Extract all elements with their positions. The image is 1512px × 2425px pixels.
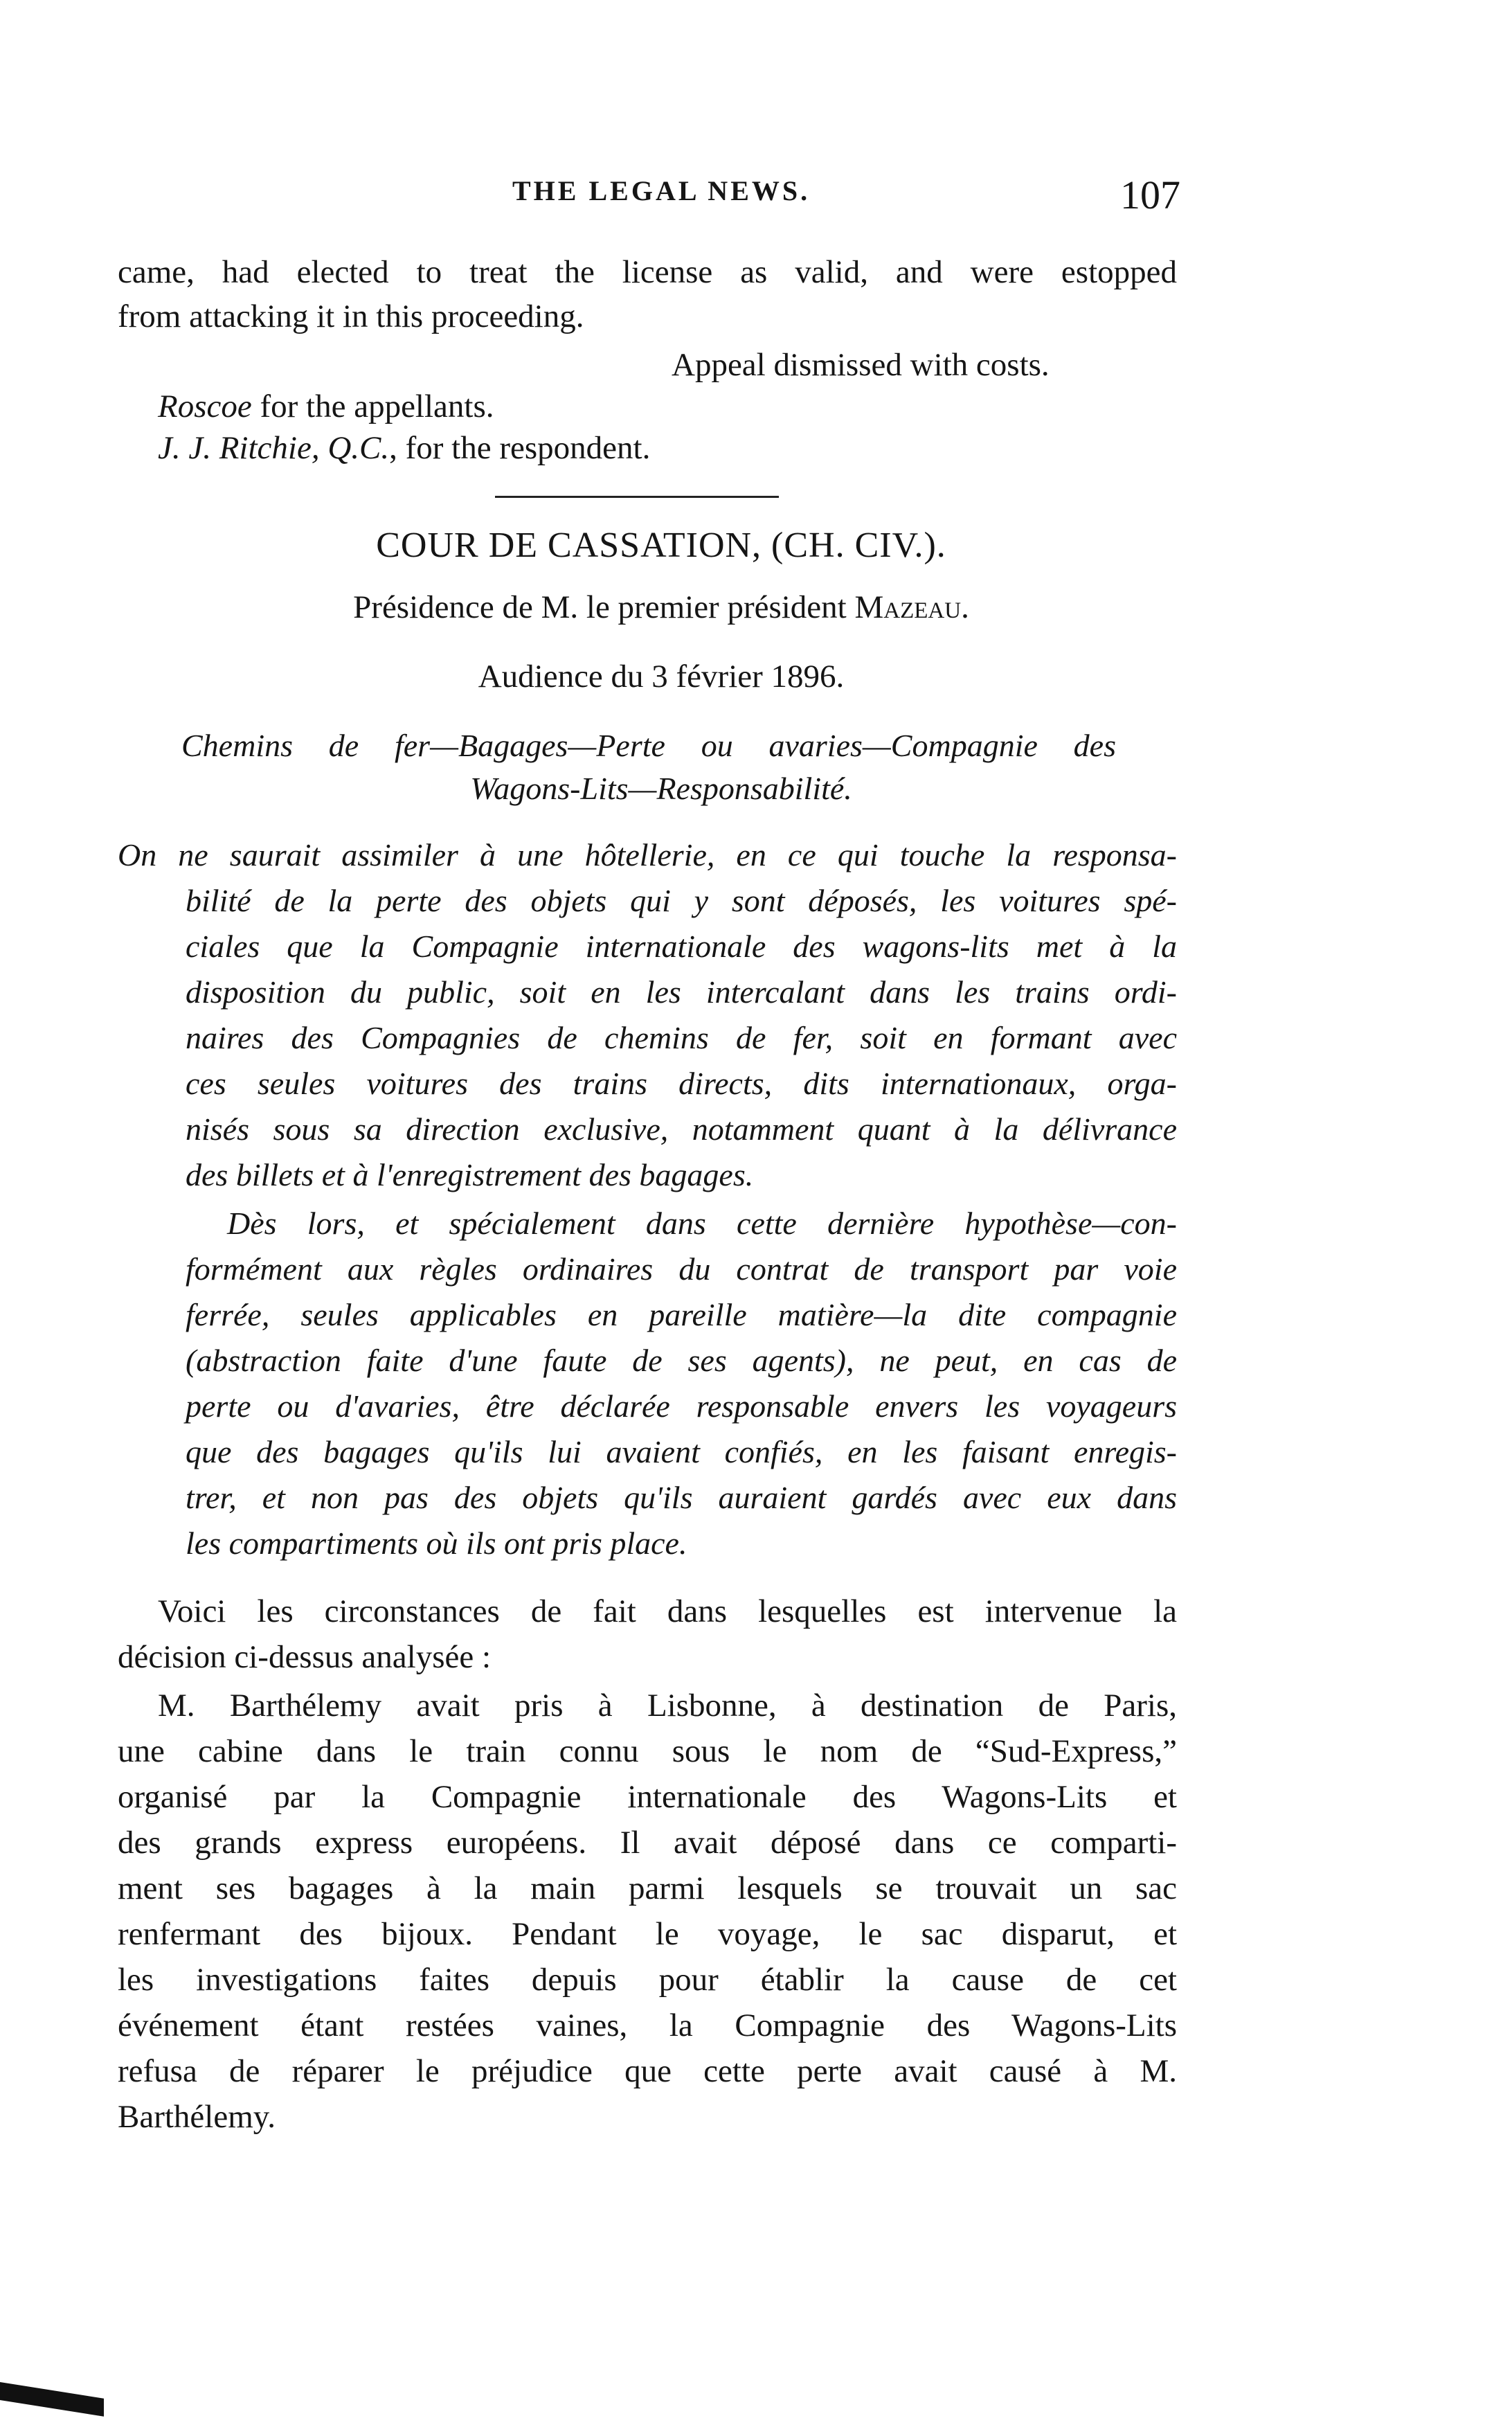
summary-line: ces seules voitures des trains directs, dits internationaux, orga-: [186, 1066, 1177, 1101]
topic-line: Chemins de fer—Bagages—Perte ou avaries—Compagnie des: [181, 728, 1116, 763]
scan-edge-mark: [0, 2382, 104, 2417]
body-line: des grands express européens. Il avait déposé dans ce comparti-: [118, 1825, 1177, 1861]
summary-line: On ne saurait assimiler à une hôtellerie, en ce qui touche la responsa-: [118, 837, 1177, 873]
summary-line: que des bagages qu'ils lui avaient confiés, en les faisant enregis-: [186, 1434, 1177, 1469]
running-header-title: THE LEGAL NEWS.: [512, 175, 811, 206]
summary-line: des billets et à l'enregistrement des bagages.: [186, 1157, 754, 1192]
summary-line: formément aux règles ordinaires du contrat de transport par voie: [186, 1251, 1177, 1287]
summary-line: trer, et non pas des objets qu'ils auraient gardés avec eux dans: [186, 1480, 1177, 1515]
body-line: Voici les circonstances de fait dans lesquelles est intervenue la: [158, 1593, 1177, 1629]
presiding-judge: Mazeau.: [854, 589, 969, 625]
counsel-respondent: [158, 429, 650, 467]
counsel-appellant: [158, 388, 494, 425]
prev-case-line: from attacking it in this proceeding.: [118, 298, 584, 334]
summary-line: les compartiments où ils ont pris place.: [186, 1525, 687, 1561]
summary-line: naires des Compagnies de chemins de fer, soit en formant avec: [186, 1020, 1177, 1055]
body-line: ment ses bagages à la main parmi lesquels se trouvait un sac: [118, 1870, 1177, 1906]
summary-line: perte ou d'avaries, être déclarée responsable envers les voyageurs: [186, 1388, 1177, 1424]
summary-line: (abstraction faite d'une faute de ses agents), ne peut, en cas de: [186, 1343, 1177, 1378]
topic-line: Wagons-Lits—Responsabilité.: [470, 771, 852, 806]
section-divider: [495, 496, 779, 498]
body-line: une cabine dans le train connu sous le nom de “Sud-Express,”: [118, 1733, 1177, 1769]
court-heading: COUR DE CASSATION, (CH. CIV.).: [376, 526, 946, 565]
page-number: 107: [1120, 172, 1180, 217]
body-line: organisé par la Compagnie internationale des Wagons-Lits et: [118, 1779, 1177, 1815]
body-line: M. Barthélemy avait pris à Lisbonne, à destination de Paris,: [158, 1688, 1177, 1724]
body-line: décision ci-dessus analysée :: [118, 1639, 492, 1675]
hearing-date: Audience du 3 février 1896.: [478, 659, 845, 695]
counsel-appellant-role: for the appellants.: [251, 388, 494, 424]
body-line: renfermant des bijoux. Pendant le voyage, le sac disparut, et: [118, 1916, 1177, 1952]
presidency-line: [0, 589, 1322, 626]
summary-line: disposition du public, soit en les intercalant dans les trains ordi-: [186, 974, 1177, 1010]
summary-line: bilité de la perte des objets qui y sont déposés, les voitures spé-: [186, 883, 1177, 918]
summary-line: ciales que la Compagnie internationale des wagons-lits met à la: [186, 929, 1177, 964]
disposition: Appeal dismissed with costs.: [672, 347, 1050, 383]
counsel-appellant-name: Roscoe: [158, 388, 252, 424]
prev-case-line: came, had elected to treat the license as valid, and were estopped: [118, 254, 1177, 290]
body-line: Barthélemy.: [118, 2099, 276, 2135]
counsel-respondent-name: J. J. Ritchie, Q.C.: [158, 430, 390, 466]
presidency-prefix: Présidence de M. le premier président: [353, 589, 855, 625]
summary-line: Dès lors, et spécialement dans cette dernière hypothèse—con-: [227, 1206, 1177, 1241]
body-line: refusa de réparer le préjudice que cette perte avait causé à M.: [118, 2053, 1177, 2089]
summary-line: nisés sous sa direction exclusive, notamment quant à la délivrance: [186, 1111, 1177, 1147]
counsel-respondent-role: , for the respondent.: [389, 430, 651, 466]
body-line: événement étant restées vaines, la Compagnie des Wagons-Lits: [118, 2007, 1177, 2043]
summary-line: ferrée, seules applicables en pareille matière—la dite compagnie: [186, 1297, 1177, 1332]
body-line: les investigations faites depuis pour établir la cause de cet: [118, 1962, 1177, 1998]
